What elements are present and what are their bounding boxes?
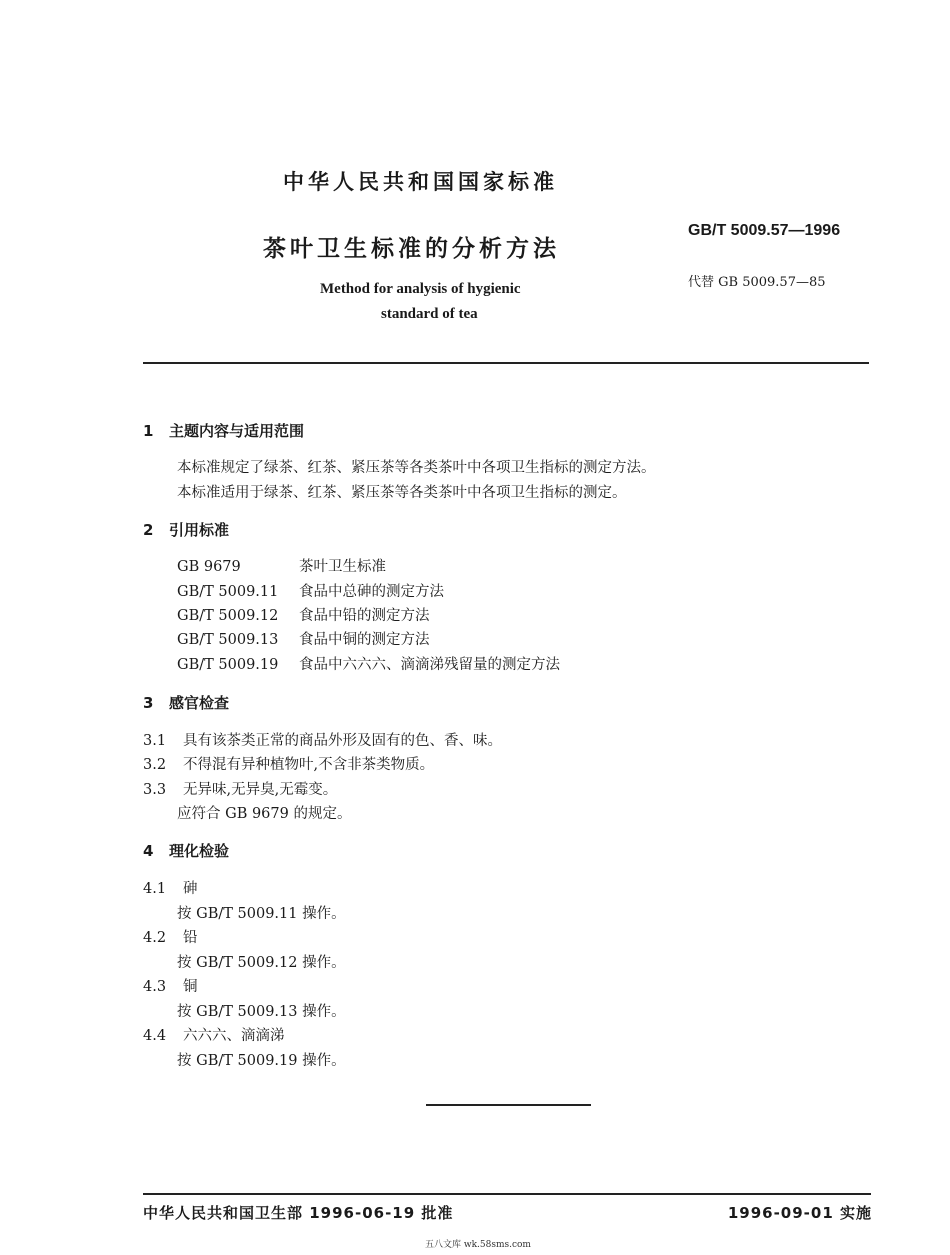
clause-number: 4.2 bbox=[143, 930, 167, 946]
reference-item bbox=[177, 653, 560, 674]
clause-number: 4.1 bbox=[143, 881, 167, 897]
reference-code: GB/T 5009.11 bbox=[177, 584, 279, 600]
reference-item bbox=[177, 604, 430, 625]
section-number: 2 bbox=[143, 521, 154, 539]
clause-item bbox=[143, 1024, 285, 1045]
reference-code: GB/T 5009.19 bbox=[177, 657, 279, 673]
clause-item bbox=[143, 778, 337, 799]
reference-name: 食品中总砷的测定方法 bbox=[299, 584, 444, 600]
header-divider bbox=[143, 362, 869, 364]
section-number: 4 bbox=[143, 842, 154, 860]
footer-divider bbox=[143, 1193, 871, 1195]
section-number: 1 bbox=[143, 422, 154, 440]
watermark: 五八文库 wk.58sms.com bbox=[425, 1240, 531, 1250]
reference-item bbox=[177, 580, 444, 601]
approval-note: 中华人民共和国卫生部 1996-06-19 批准 bbox=[143, 1204, 454, 1222]
reference-code: GB/T 5009.13 bbox=[177, 632, 279, 648]
clause-operation: 按 GB/T 5009.13 操作。 bbox=[177, 1004, 346, 1020]
effective-date: 1996-09-01 实施 bbox=[727, 1204, 872, 1222]
clause-text: 铜 bbox=[183, 979, 198, 995]
clause-item bbox=[143, 729, 502, 750]
replaces-note: 代替 GB 5009.57—85 bbox=[688, 275, 826, 290]
reference-code: GB/T 5009.12 bbox=[177, 608, 279, 624]
section-title: 理化检验 bbox=[169, 842, 230, 860]
clause-number: 3.3 bbox=[143, 782, 167, 798]
clause-text: 具有该茶类正常的商品外形及固有的色、香、味。 bbox=[183, 733, 502, 749]
clause-item bbox=[143, 975, 198, 996]
standard-code: GB/T 5009.57—1996 bbox=[688, 222, 841, 239]
clause-operation: 按 GB/T 5009.19 操作。 bbox=[177, 1053, 346, 1069]
document-title: 茶叶卫生标准的分析方法 bbox=[263, 236, 560, 262]
clause-text: 铅 bbox=[183, 930, 198, 946]
section-title: 主题内容与适用范围 bbox=[169, 422, 305, 440]
clause-number: 3.2 bbox=[143, 757, 167, 773]
clause-number: 3.1 bbox=[143, 733, 167, 749]
clause-number: 4.3 bbox=[143, 979, 167, 995]
section-1-para-1: 本标准规定了绿茶、红茶、紧压茶等各类茶叶中各项卫生指标的测定方法。 bbox=[177, 460, 656, 476]
title-english-line1: Method for analysis of hygienic bbox=[320, 281, 521, 297]
clause-operation: 按 GB/T 5009.12 操作。 bbox=[177, 955, 346, 971]
clause-text: 砷 bbox=[183, 881, 198, 897]
end-of-text-rule bbox=[426, 1104, 591, 1106]
clause-text: 六六六、滴滴涕 bbox=[183, 1028, 285, 1044]
section-3-heading bbox=[143, 692, 229, 713]
section-1-heading bbox=[143, 420, 304, 441]
section-1-para-2: 本标准适用于绿茶、红茶、紧压茶等各类茶叶中各项卫生指标的测定。 bbox=[177, 485, 627, 501]
section-2-heading bbox=[143, 519, 229, 540]
clause-note: 应符合 GB 9679 的规定。 bbox=[177, 806, 352, 822]
section-title: 引用标准 bbox=[169, 521, 230, 539]
section-number: 3 bbox=[143, 694, 154, 712]
section-title: 感官检查 bbox=[169, 694, 230, 712]
clause-text: 不得混有异种植物叶,不含非茶类物质。 bbox=[183, 757, 435, 773]
reference-name: 食品中六六六、滴滴涕残留量的测定方法 bbox=[299, 657, 560, 673]
clause-item bbox=[143, 753, 434, 774]
section-4-heading bbox=[143, 840, 229, 861]
reference-code: GB 9679 bbox=[177, 559, 241, 575]
reference-name: 茶叶卫生标准 bbox=[299, 559, 386, 575]
national-standard-heading: 中华人民共和国国家标准 bbox=[283, 170, 558, 194]
reference-item bbox=[177, 628, 430, 649]
clause-item bbox=[143, 926, 198, 947]
reference-name: 食品中铅的测定方法 bbox=[299, 608, 430, 624]
clause-number: 4.4 bbox=[143, 1028, 167, 1044]
reference-name: 食品中铜的测定方法 bbox=[299, 632, 430, 648]
clause-item bbox=[143, 877, 198, 898]
title-english-line2: standard of tea bbox=[381, 306, 478, 322]
reference-item bbox=[177, 555, 386, 576]
clause-text: 无异味,无异臭,无霉变。 bbox=[183, 782, 338, 798]
clause-operation: 按 GB/T 5009.11 操作。 bbox=[177, 906, 346, 922]
